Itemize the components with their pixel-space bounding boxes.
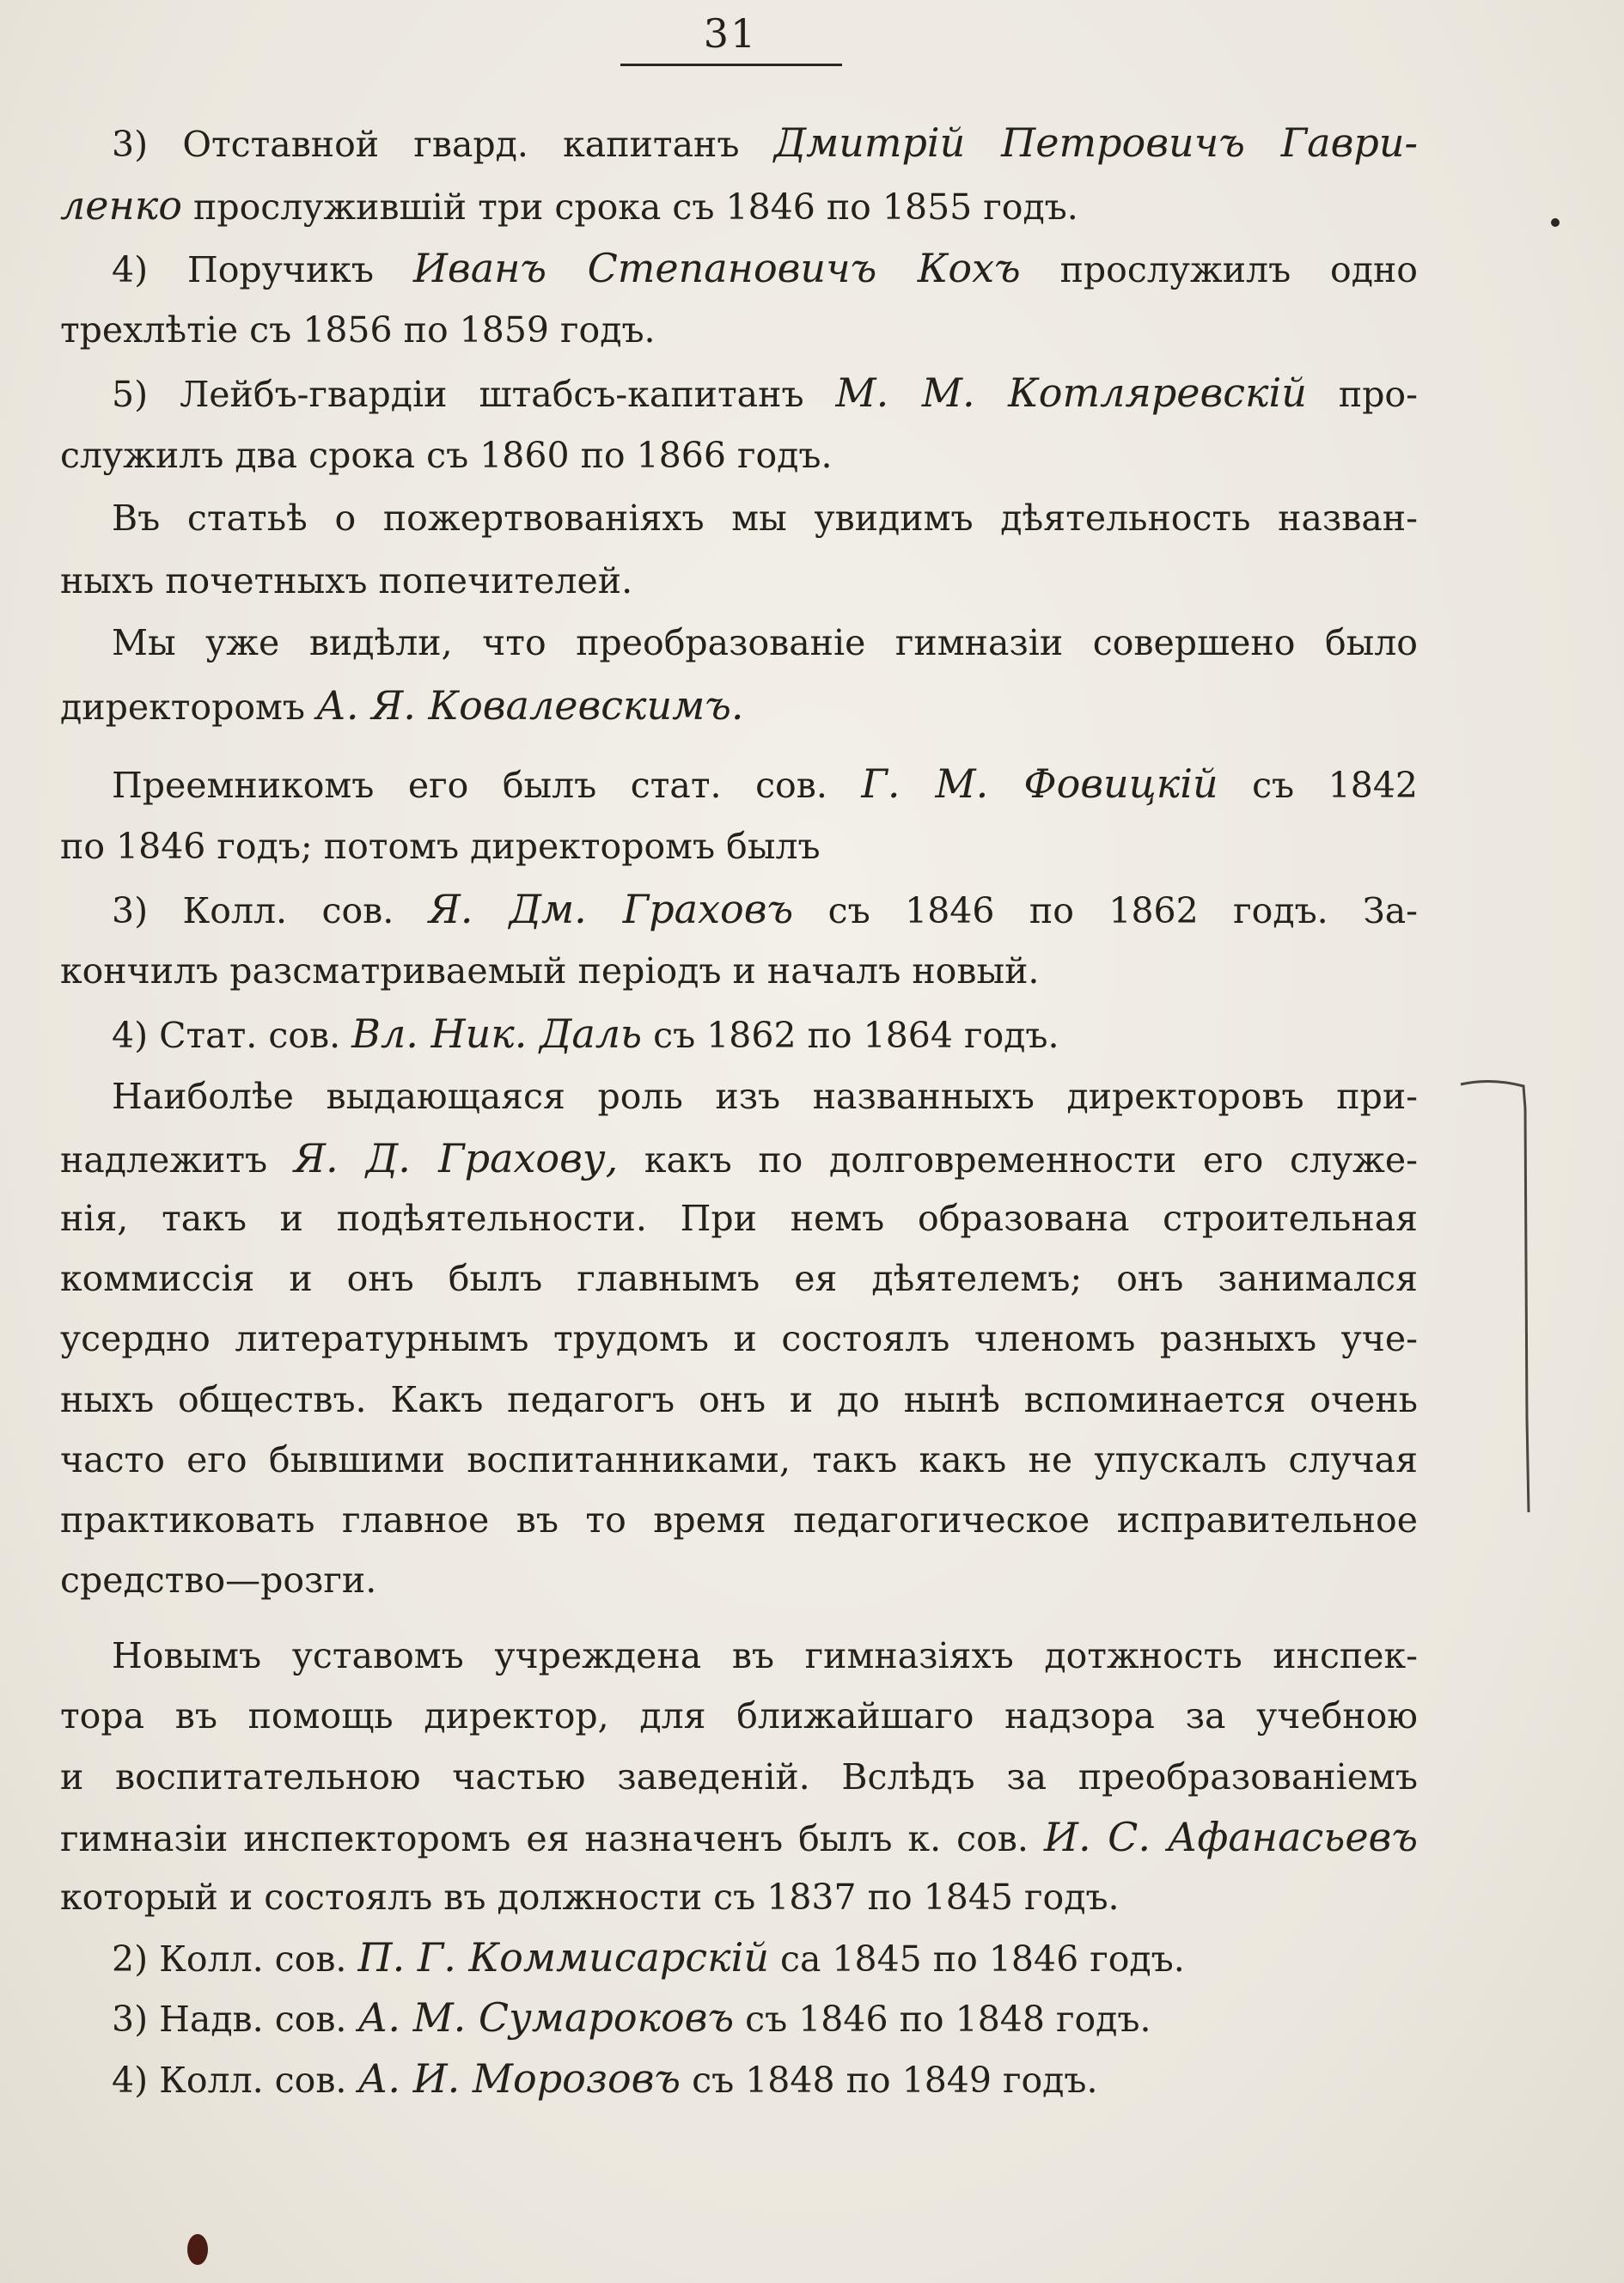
text-line: и воспитательною частью заведенiй. Вслѣдъ за преобразованiемъ (60, 1755, 1418, 1798)
text-line: Въ статьѣ о пожертвованiяхъ мы увидимъ дѣятельность назван- (112, 497, 1418, 539)
page-number: 31 (703, 10, 758, 57)
text-line: ленко прослужившiй три срока съ 1846 по 1855 годъ. (60, 181, 1078, 229)
text-line: 4) Колл. сов. А. И. Морозовъ съ 1848 по 1849 годъ. (112, 2054, 1098, 2102)
text-line: нiя, такъ и подѣятельности. При немъ образована строительная (60, 1197, 1418, 1239)
text-block (60, 112, 1418, 2109)
text-line: усердно литературнымъ трудомъ и состоялъ членомъ разныхъ уче- (60, 1318, 1418, 1360)
text-line: часто его бывшими воспитанниками, такъ какъ не упускалъ случая (60, 1438, 1418, 1480)
text-line: практиковать главное въ то время педагогическое исправительное (60, 1499, 1418, 1541)
text-line: гимназiи инспекторомъ ея назначенъ былъ к. сов. И. С. Афанасьевъ (60, 1813, 1418, 1860)
text-line: 3) Отставной гвард. капитанъ Дмитрiй Петровичъ Гаври- (112, 119, 1418, 166)
text-line: Мы уже видѣли, что преобразованiе гимназiи совершено было (112, 622, 1418, 664)
text-line: трехлѣтiе съ 1856 по 1859 годъ. (60, 309, 656, 351)
text-line: 4) Стат. сов. Вл. Ник. Даль съ 1862 по 1864 годъ. (112, 1010, 1059, 1058)
margin-bracket-mark (1456, 1074, 1534, 1521)
text-line: Наиболѣе выдающаяся роль изъ названныхъ директоровъ при- (112, 1075, 1418, 1117)
ink-spot (187, 2234, 208, 2265)
margin-dot (1551, 218, 1560, 227)
text-line: 5) Лейбъ-гвардiи штабсъ-капитанъ М. М. Котляревскiй про- (112, 369, 1418, 417)
text-line: тора въ помощь директор, для ближайшаго надзора за учебною (60, 1695, 1418, 1737)
text-line: который и состоялъ въ должности съ 1837 по 1845 годъ. (60, 1877, 1120, 1918)
text-line: ныхъ почетныхъ попечителей. (60, 559, 633, 601)
text-line: 3) Надв. сов. А. М. Сумароковъ съ 1846 по 1848 годъ. (112, 1994, 1151, 2042)
text-line: 3) Колл. сов. Я. Дм. Граховъ съ 1846 по 1862 годъ. За- (112, 885, 1418, 932)
text-line: Новымъ уставомъ учреждена въ гимназiяхъ дотжность инспек- (112, 1635, 1418, 1677)
text-line: директоромъ А. Я. Ковалевскимъ. (60, 682, 744, 729)
text-line: 4) Поручикъ Иванъ Степановичъ Кохъ прослужилъ одно (112, 244, 1418, 291)
text-line: надлежитъ Я. Д. Грахову, какъ по долговременности его служе- (60, 1134, 1418, 1181)
text-line: 2) Колл. сов. П. Г. Коммисарскiй са 1845 по 1846 годъ. (112, 1934, 1185, 1981)
text-line: Преемникомъ его былъ стат. сов. Г. М. Фовицкiй съ 1842 (112, 760, 1418, 807)
text-line: по 1846 годъ; потомъ директоромъ былъ (60, 825, 821, 867)
text-line: средство—розги. (60, 1560, 377, 1602)
text-line: ныхъ обществъ. Какъ педагогъ онъ и до нынѣ вспоминается очень (60, 1378, 1418, 1420)
header-rule (620, 64, 842, 66)
text-line: служилъ два срока съ 1860 по 1866 годъ. (60, 434, 833, 476)
text-line: кончилъ разсматриваемый перiодъ и началъ новый. (60, 950, 1040, 992)
text-line: коммиссiя и онъ былъ главнымъ ея дѣятелемъ; онъ занимался (60, 1258, 1418, 1300)
